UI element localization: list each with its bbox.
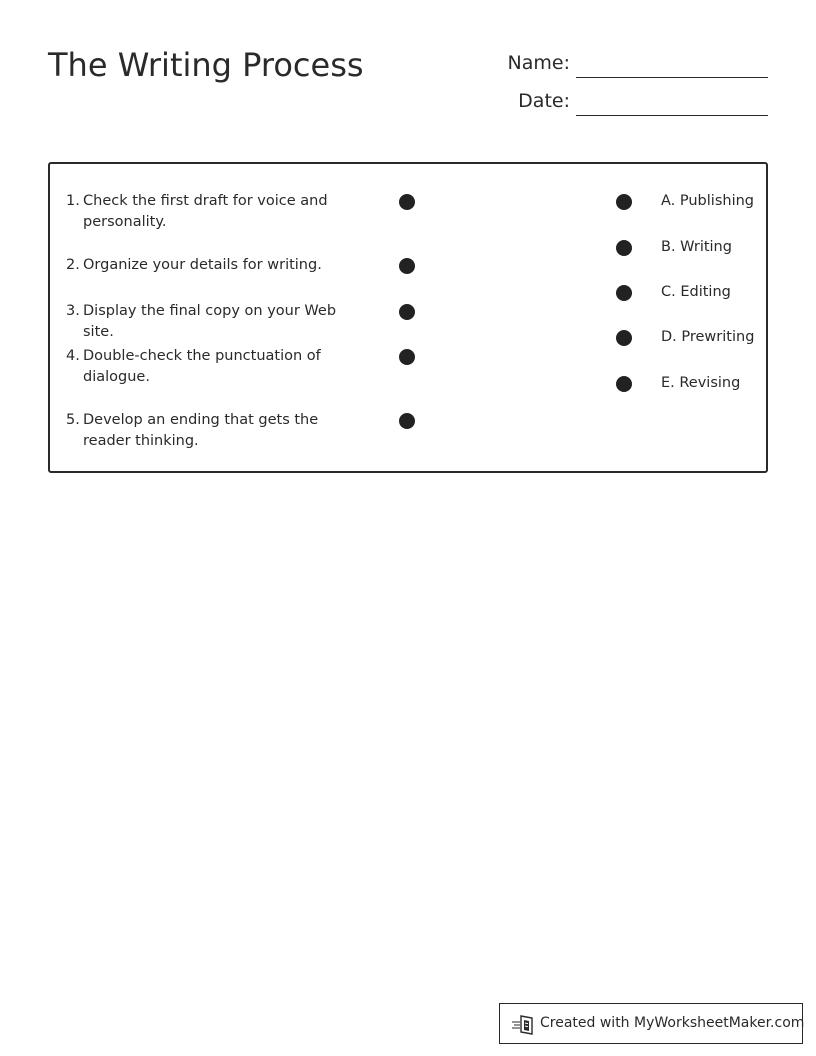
answer-connector-dot[interactable] <box>616 285 632 301</box>
worksheet-title: The Writing Process <box>48 46 364 84</box>
worksheet-maker-logo-icon <box>511 1014 535 1036</box>
answer-item: D. Prewriting <box>661 329 755 345</box>
question-connector-dot[interactable] <box>399 304 415 320</box>
question-connector-dot[interactable] <box>399 194 415 210</box>
question-item <box>66 346 366 388</box>
question-connector-dot[interactable] <box>399 258 415 274</box>
question-text: Double-check the punctuation of dialogue. <box>83 348 321 385</box>
question-item <box>66 255 366 276</box>
name-line[interactable] <box>576 77 768 78</box>
question-item <box>66 301 366 343</box>
answer-connector-dot[interactable] <box>616 240 632 256</box>
question-connector-dot[interactable] <box>399 349 415 365</box>
name-label: Name: <box>507 52 570 74</box>
answer-item: A. Publishing <box>661 193 754 209</box>
question-number: 3. <box>66 303 80 319</box>
question-text: Develop an ending that gets the reader thinking. <box>83 412 319 449</box>
date-line[interactable] <box>576 115 768 116</box>
answer-connector-dot[interactable] <box>616 330 632 346</box>
answer-connector-dot[interactable] <box>616 194 632 210</box>
question-connector-dot[interactable] <box>399 413 415 429</box>
name-field[interactable] <box>480 52 768 82</box>
matching-exercise-box <box>48 162 768 473</box>
question-text: Display the final copy on your Web site. <box>83 303 337 340</box>
answer-item: B. Writing <box>661 239 732 255</box>
date-field[interactable] <box>480 90 768 120</box>
question-item <box>66 410 366 452</box>
question-number: 1. <box>66 193 80 209</box>
question-number: 5. <box>66 412 80 428</box>
footer-credit-badge[interactable] <box>499 1003 803 1044</box>
question-number: 4. <box>66 348 80 364</box>
question-item <box>66 191 366 233</box>
answer-connector-dot[interactable] <box>616 376 632 392</box>
question-text: Organize your details for writing. <box>83 257 322 273</box>
question-number: 2. <box>66 257 80 273</box>
question-text: Check the first draft for voice and personality. <box>83 193 328 230</box>
footer-credit-text[interactable]: Created with MyWorksheetMaker.com <box>540 1015 805 1031</box>
answer-item: E. Revising <box>661 375 741 391</box>
answer-item: C. Editing <box>661 284 731 300</box>
date-label: Date: <box>518 90 570 112</box>
